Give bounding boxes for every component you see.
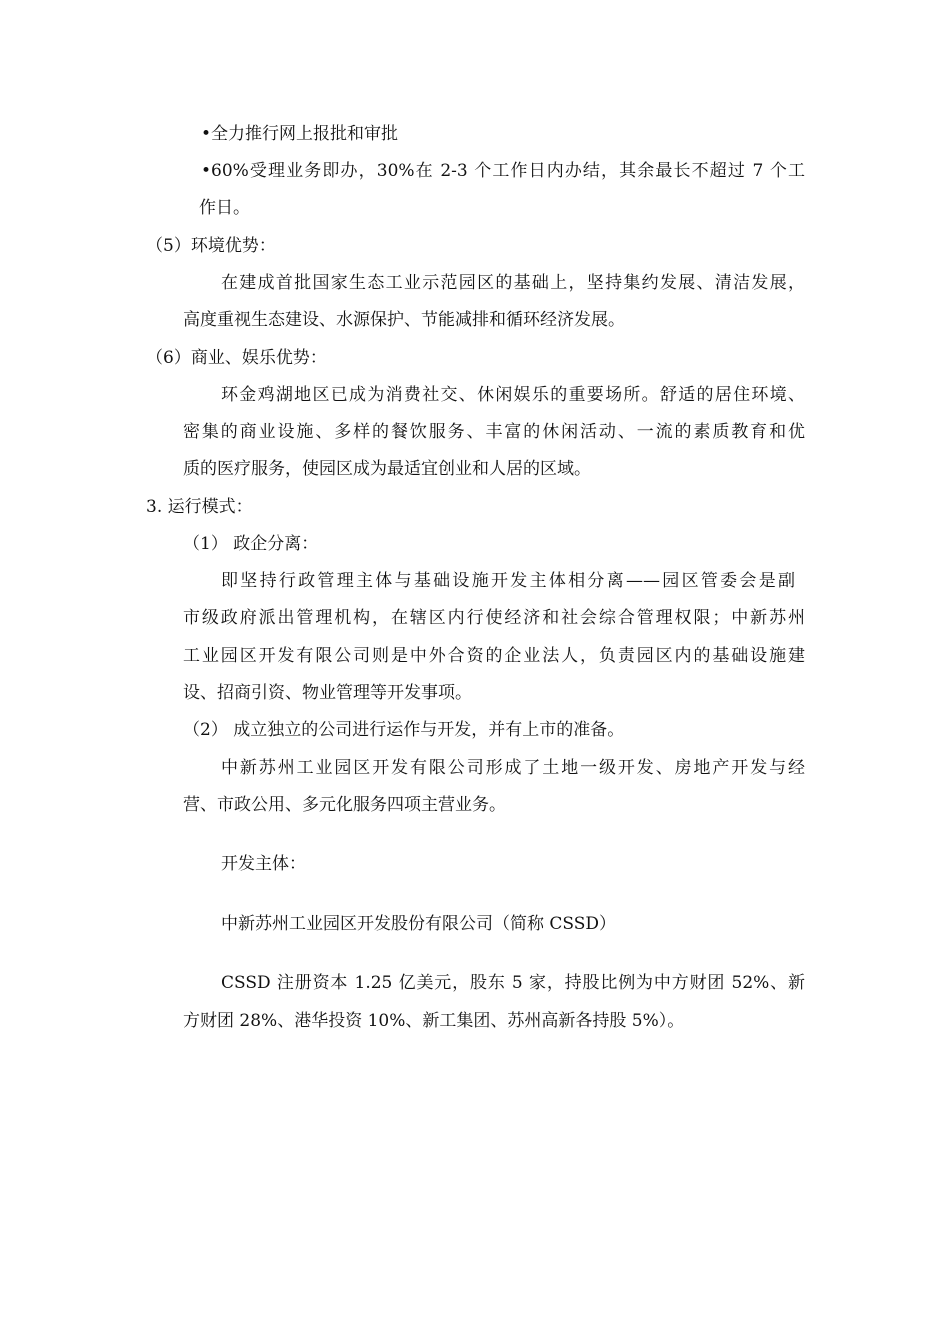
section-environment-heading: （5）环境优势： <box>146 236 276 256</box>
section-commerce-heading: （6）商业、娱乐优势： <box>146 348 327 368</box>
commerce-paragraph-line3: 质的医疗服务，使园区成为最适宜创业和人居的区域。 <box>183 459 591 479</box>
commerce-paragraph-line1: 环金鸡湖地区已成为消费社交、休闲娱乐的重要场所。舒适的居住环境、 <box>221 385 805 405</box>
bullet-online-approval: •全力推行网上报批和审批 <box>201 124 399 144</box>
separation-paragraph-line4: 设、招商引资、物业管理等开发事项。 <box>183 683 472 703</box>
development-subject-name: 中新苏州工业园区开发股份有限公司（简称 CSSD） <box>221 914 617 934</box>
section-operation-heading: 3. 运行模式： <box>146 497 253 517</box>
separation-paragraph-line3: 工业园区开发有限公司则是中外合资的企业法人，负责园区内的基础设施建 <box>183 646 805 666</box>
subsection-company-heading: （2） 成立独立的公司进行运作与开发，并有上市的准备。 <box>183 720 625 740</box>
environment-paragraph-line2: 高度重视生态建设、水源保护、节能减排和循环经济发展。 <box>183 310 625 330</box>
development-subject-label: 开发主体： <box>221 854 306 874</box>
subsection-separation-heading: （1） 政企分离： <box>183 534 319 554</box>
company-paragraph-line2: 营、市政公用、多元化服务四项主营业务。 <box>183 795 506 815</box>
environment-paragraph-line1: 在建成首批国家生态工业示范园区的基础上，坚持集约发展、清洁发展， <box>221 273 805 293</box>
cssd-paragraph-line2: 方财团 28%、港华投资 10%、新工集团、苏州高新各持股 5%）。 <box>183 1011 685 1031</box>
separation-paragraph-line1: 即坚持行政管理主体与基础设施开发主体相分离——园区管委会是副 <box>221 571 795 591</box>
bullet-processing-time-line2: 作日。 <box>199 198 250 218</box>
company-paragraph-line1: 中新苏州工业园区开发有限公司形成了土地一级开发、房地产开发与经 <box>221 758 805 778</box>
bullet-processing-time-line1: •60%受理业务即办，30%在 2-3 个工作日内办结，其余最长不超过 7 个工 <box>201 161 805 181</box>
separation-paragraph-line2: 市级政府派出管理机构，在辖区内行使经济和社会综合管理权限；中新苏州 <box>183 608 805 628</box>
commerce-paragraph-line2: 密集的商业设施、多样的餐饮服务、丰富的休闲活动、一流的素质教育和优 <box>183 422 805 442</box>
cssd-paragraph-line1: CSSD 注册资本 1.25 亿美元，股东 5 家，持股比例为中方财团 52%、新 <box>221 973 805 993</box>
